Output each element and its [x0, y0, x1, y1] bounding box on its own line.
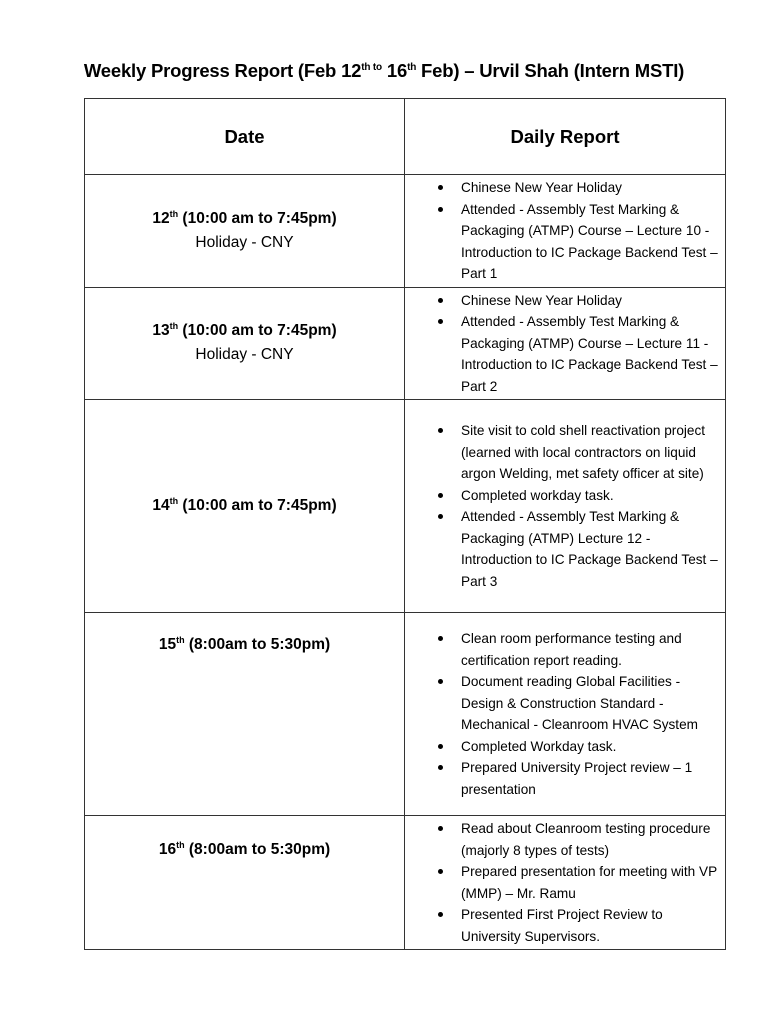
table-row: [85, 175, 726, 288]
list-item: Chinese New Year Holiday: [461, 177, 719, 199]
daily-report-table: [84, 98, 726, 950]
date-day: 13: [152, 322, 170, 340]
list-item: Document reading Global Facilities - Design & Construction Standard - Mechanical - Cleanroom HVAC System: [461, 671, 719, 736]
date-line: [85, 207, 404, 231]
date-time: (10:00 am to 7:45pm): [178, 322, 337, 340]
date-column-header: Date: [85, 99, 405, 175]
date-day-suffix: th: [169, 321, 179, 332]
date-time: (10:00 am to 7:45pm): [178, 497, 337, 514]
date-cell: [85, 400, 405, 613]
table-row: [85, 816, 726, 950]
date-time: (8:00am to 5:30pm): [184, 841, 331, 858]
table-row: [85, 287, 726, 400]
report-list: [405, 626, 725, 802]
report-cell: [405, 613, 726, 816]
date-day-suffix: th: [176, 634, 185, 645]
date-cell: [85, 816, 405, 950]
report-list: [405, 175, 725, 287]
date-day-suffix: th: [169, 208, 179, 219]
date-note: Holiday - CNY: [195, 233, 294, 251]
list-item: Completed Workday task.: [461, 736, 719, 758]
report-title: [0, 60, 768, 82]
date-line: [85, 838, 404, 862]
date-note: Holiday - CNY: [195, 346, 294, 364]
date-line: [85, 633, 404, 657]
report-list: [405, 418, 725, 594]
date-day-suffix: th: [176, 839, 185, 850]
report-cell: [405, 175, 726, 288]
title-suffix: Feb) – Urvil Shah (Intern MSTI): [416, 60, 685, 81]
table-row: [85, 400, 726, 613]
list-item: Prepared University Project review – 1 presentation: [461, 757, 719, 800]
list-item: Attended - Assembly Test Marking & Packaging (ATMP) Course – Lecture 10 - Introduction to IC Package Backend Test – Part 1: [461, 199, 719, 285]
date-cell: [85, 287, 405, 400]
title-sup-1: th to: [361, 61, 382, 73]
list-item: Clean room performance testing and certification report reading.: [461, 628, 719, 671]
date-line: [85, 494, 404, 518]
list-item: Chinese New Year Holiday: [461, 290, 719, 312]
date-day: 15: [158, 636, 177, 653]
table-header-row: [85, 99, 726, 175]
list-item: Prepared presentation for meeting with VP (MMP) – Mr. Ramu: [461, 861, 719, 904]
date-day: 14: [152, 497, 170, 514]
date-line: [85, 319, 404, 343]
list-item: Presented First Project Review to University Supervisors.: [461, 904, 719, 947]
report-list: [405, 288, 725, 400]
date-time: (10:00 am to 7:45pm): [178, 209, 337, 227]
date-time: (8:00am to 5:30pm): [184, 636, 331, 653]
date-cell: [85, 613, 405, 816]
report-cell: [405, 400, 726, 613]
title-middle: 16: [381, 60, 408, 81]
date-day: 12: [152, 209, 170, 227]
list-item: Attended - Assembly Test Marking & Packaging (ATMP) Course – Lecture 11 - Introduction to IC Package Backend Test – Part 2: [461, 311, 719, 397]
table-row: [85, 613, 726, 816]
date-cell: [85, 175, 405, 288]
list-item: Read about Cleanroom testing procedure (majorly 8 types of tests): [461, 818, 719, 861]
title-sup-2: th: [407, 61, 417, 73]
daily-report-column-header: Daily Report: [405, 99, 726, 175]
date-day-suffix: th: [169, 495, 179, 506]
title-prefix: Weekly Progress Report (Feb 12: [83, 60, 362, 81]
report-list: [405, 816, 725, 949]
report-cell: [405, 816, 726, 950]
list-item: Completed workday task.: [461, 485, 719, 507]
list-item: Attended - Assembly Test Marking & Packaging (ATMP) Lecture 12 - Introduction to IC Package Backend Test – Part 3: [461, 506, 719, 592]
report-cell: [405, 287, 726, 400]
list-item: Site visit to cold shell reactivation project (learned with local contractors on liquid argon Welding, met safety officer at site): [461, 420, 719, 485]
date-day: 16: [158, 841, 177, 858]
